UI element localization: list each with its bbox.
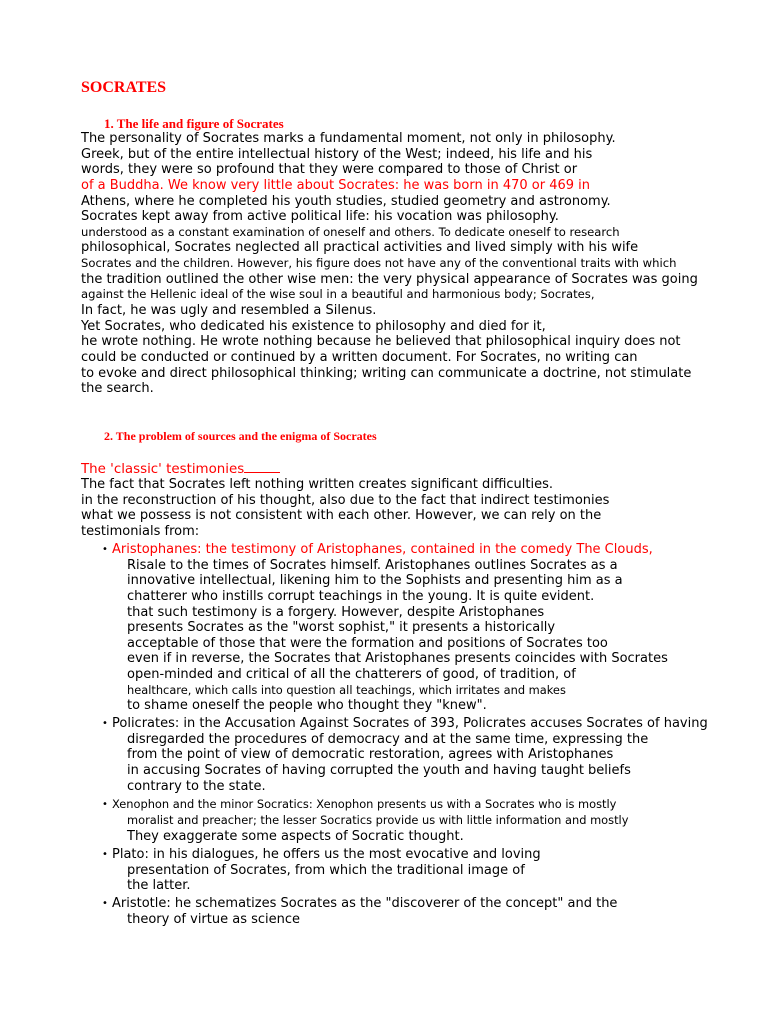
body-line: Athens, where he completed his youth studies, studied geometry and astronomy. xyxy=(81,193,611,209)
body-line: philosophical, Socrates neglected all practical activities and lived simply with his wife xyxy=(81,240,639,256)
body-line: the tradition outlined the other wise men: the very physical appearance of Socrates was going xyxy=(81,271,698,287)
testimony-line: that such testimony is a forgery. However, despite Aristophanes xyxy=(127,604,545,620)
testimony-line: They exaggerate some aspects of Socratic thought. xyxy=(127,828,464,844)
body-line: words, they were so profound that they were compared to those of Christ or xyxy=(81,162,578,178)
testimony-item xyxy=(100,542,765,714)
bullet-marker: • xyxy=(102,718,108,730)
body-line: Yet Socrates, who dedicated his existence to philosophy and died for it, xyxy=(81,318,546,334)
intro-line: The fact that Socrates left nothing written creates significant difficulties. xyxy=(81,477,554,492)
testimony-lead-line: Aristophanes: the testimony of Aristophanes, contained in the comedy The Clouds, xyxy=(112,542,653,557)
testimony-line: acceptable of those that were the formation and positions of Socrates too xyxy=(127,635,608,651)
subheading-underline xyxy=(244,461,280,473)
testimony-line: moralist and preacher; the lesser Socratics provide us with little information and mostly xyxy=(127,812,629,827)
testimony-line: contrary to the state. xyxy=(127,778,266,794)
testimony-line: chatterer who instills corrupt teachings in the young. It is quite evident. xyxy=(127,588,595,604)
testimony-item xyxy=(100,716,765,794)
section-1-heading: 1. The life and figure of Socrates xyxy=(104,116,284,131)
body-line: Socrates and the children. However, his figure does not have any of the conventional traits with which xyxy=(81,256,677,271)
testimony-line: open-minded and critical of all the chatterers of good, of tradition, of xyxy=(127,667,576,683)
testimony-line: healthcare, which calls into question all teachings, which irritates and makes xyxy=(127,682,566,697)
bullet-marker: • xyxy=(102,898,108,910)
body-line: could be conducted or continued by a written document. For Socrates, no writing can xyxy=(81,349,638,365)
bullet-marker: • xyxy=(102,799,108,811)
body-line: of a Buddha. We know very little about Socrates: he was born in 470 or 469 in xyxy=(81,177,591,193)
section-1-body xyxy=(81,131,698,397)
body-line: The personality of Socrates marks a fundamental moment, not only in philosophy. xyxy=(81,131,616,146)
testimony-lead-line: Xenophon and the minor Socratics: Xenophon presents us with a Socrates who is mostly xyxy=(112,797,617,812)
body-line: to evoke and direct philosophical thinking; writing can communicate a doctrine, not stimulate xyxy=(81,365,692,381)
body-line: the search. xyxy=(81,381,154,397)
body-line: Greek, but of the entire intellectual history of the West; indeed, his life and his xyxy=(81,146,593,162)
section-2-heading: 2. The problem of sources and the enigma of Socrates xyxy=(104,429,377,443)
testimony-line: presents Socrates as the "worst sophist," it presents a historically xyxy=(127,620,556,636)
intro-line: what we possess is not consistent with each other. However, we can rely on the xyxy=(81,508,602,524)
testimony-line: even if in reverse, the Socrates that Aristophanes presents coincides with Socrates xyxy=(127,651,668,667)
bullet-marker: • xyxy=(102,849,108,861)
testimony-line: the latter. xyxy=(127,878,191,894)
body-line: understood as a constant examination of oneself and others. To dedicate oneself to research xyxy=(81,224,620,239)
body-line: In fact, he was ugly and resembled a Silenus. xyxy=(81,303,377,319)
body-line: against the Hellenic ideal of the wise soul in a beautiful and harmonious body; Socrates, xyxy=(81,287,595,302)
testimony-line: theory of virtue as science xyxy=(127,911,301,927)
intro-line: in the reconstruction of his thought, also due to the fact that indirect testimonies xyxy=(81,492,610,508)
testimony-lead-line: Plato: in his dialogues, he offers us the most evocative and loving xyxy=(112,847,541,863)
section-2-intro xyxy=(81,477,609,540)
testimony-lead-line: Policrates: in the Accusation Against Socrates of 393, Policrates accuses Socrates of having xyxy=(112,716,708,732)
intro-line: testimonials from: xyxy=(81,523,200,539)
testimony-line: from the point of view of democratic restoration, agrees with Aristophanes xyxy=(127,747,614,763)
testimonies-list xyxy=(100,542,765,928)
testimony-line: innovative intellectual, likening him to the Sophists and presenting him as a xyxy=(127,573,623,589)
testimony-item xyxy=(100,847,765,894)
testimony-lead-line: Aristotle: he schematizes Socrates as the "discoverer of the concept" and the xyxy=(112,896,618,912)
bullet-marker: • xyxy=(102,544,108,555)
testimonies-subheading xyxy=(81,461,280,477)
testimony-line: disregarded the procedures of democracy and at the same time, expressing the xyxy=(127,731,649,747)
testimony-line: presentation of Socrates, from which the traditional image of xyxy=(127,862,525,878)
testimony-line: in accusing Socrates of having corrupted the youth and having taught beliefs xyxy=(127,762,631,778)
body-line: Socrates kept away from active political life: his vocation was philosophy. xyxy=(81,209,559,225)
testimony-item xyxy=(100,797,765,844)
testimony-line: Risale to the times of Socrates himself. Aristophanes outlines Socrates as a xyxy=(127,557,618,573)
body-line: he wrote nothing. He wrote nothing because he believed that philosophical inquiry does not xyxy=(81,334,681,350)
testimonies-subheading-text: The 'classic' testimonies xyxy=(81,462,245,477)
page-title: SOCRATES xyxy=(81,79,167,96)
testimony-line: to shame oneself the people who thought they "knew". xyxy=(127,698,487,714)
testimony-item xyxy=(100,896,765,927)
